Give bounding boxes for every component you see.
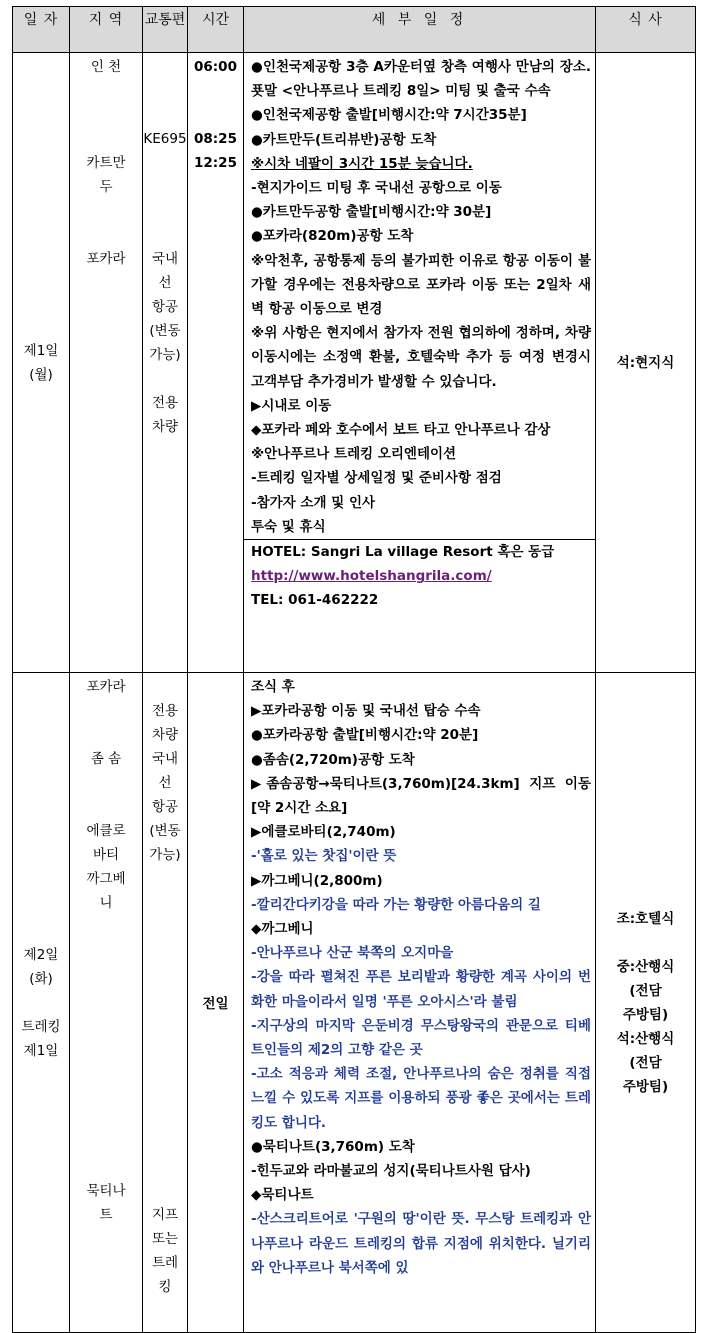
day2-meals-line: 주방팀) bbox=[622, 1078, 669, 1095]
day1-transport-line bbox=[143, 223, 187, 247]
day2-detail-list-line: -'홀로 있는 찻집'이란 뜻 bbox=[251, 848, 397, 865]
day1-transport bbox=[143, 53, 188, 673]
day2-detail-list-line: -강을 따라 펼쳐진 푸른 보리밭과 황량한 계곡 사이의 번화한 마을이라서 일명 '푸른 오아시스'라 불림 bbox=[251, 969, 591, 1010]
day1-detail-list-line: ※위 사항은 현지에서 참가자 전원 협의하에 정하며, 차량 이동시에는 소정액 환불, 호텔숙박 추가 등 여정 변경시 고객부담 추가경비가 발생할 수 있습니다. bbox=[251, 325, 591, 390]
day2-label-line bbox=[13, 991, 69, 1015]
day2-regions-line bbox=[70, 771, 142, 795]
day1-label bbox=[13, 53, 70, 673]
itinerary-table bbox=[12, 6, 696, 1333]
day2-regions-line: 좀 솜 bbox=[90, 751, 122, 767]
day2-meals-line: (전담 bbox=[629, 982, 662, 999]
day2-label-line: 제2일 bbox=[23, 946, 59, 963]
day2-transport-line: 차량 bbox=[151, 727, 179, 743]
day1-detail-list-line: ◆포카라 페와 호수에서 보트 타고 안나푸르나 감상 bbox=[251, 422, 551, 439]
day1-transport-line: 선 bbox=[158, 275, 172, 291]
day2-detail-list-line: 조식 후 bbox=[251, 679, 295, 695]
day1-regions-line bbox=[70, 103, 142, 127]
day1-transport-line: (변동 bbox=[149, 323, 181, 339]
day1-meal: 석:현지식 bbox=[596, 53, 696, 673]
day1-transport-line: 차량 bbox=[151, 419, 179, 435]
day1-transport-line: 가능) bbox=[149, 347, 181, 363]
day1-label-line: 제1일 bbox=[23, 342, 59, 359]
day1-details bbox=[244, 53, 596, 673]
day1-detail-list-line: ▶시내로 이동 bbox=[251, 397, 332, 414]
day2-detail-list-line: ◆묵티나트 bbox=[251, 1187, 314, 1204]
day1-times-line: 12:25 bbox=[194, 155, 237, 171]
day2-detail-list-line: ▶포카라공항 이동 및 국내선 탑승 수속 bbox=[251, 703, 481, 720]
day2-regions-line bbox=[70, 1011, 142, 1035]
day1-times-line bbox=[188, 103, 243, 127]
day2-detail-list bbox=[251, 675, 591, 1280]
day2-transport-line bbox=[143, 1131, 187, 1155]
day2-transport-line bbox=[143, 1011, 187, 1035]
day2-regions-line bbox=[70, 723, 142, 747]
day1-transport-line: 국내 bbox=[151, 251, 179, 267]
day2-transport-line bbox=[143, 867, 187, 891]
day2-transport-line: 트레 bbox=[151, 1255, 179, 1271]
day2-regions-line bbox=[70, 1083, 142, 1107]
day1-detail-list-line: ●포카라(820m)공항 도착 bbox=[251, 228, 414, 245]
day1-regions-line: 포카라 bbox=[86, 251, 126, 267]
day2-regions-line bbox=[70, 1035, 142, 1059]
day2-transport-line: 국내 bbox=[151, 751, 179, 767]
day2-transport-line bbox=[143, 1059, 187, 1083]
day2-detail-list-line: ▶좀솜공항→묵티나트(3,760m)[24.3km] 지프 이동[약 2시간 소요] bbox=[251, 775, 591, 817]
day2-regions-line: 니 bbox=[99, 895, 113, 911]
day1-regions-line: 카트만 bbox=[86, 155, 126, 171]
day2-transport-line: 선 bbox=[158, 775, 172, 791]
day2-time-value: 전일 bbox=[202, 995, 229, 1012]
header-time: 시간 bbox=[188, 7, 244, 53]
day2-meals-line: 석:산행식 bbox=[616, 1030, 675, 1047]
day2-meals-line: (전담 bbox=[629, 1054, 662, 1071]
day1-detail-list-line: 투숙 및 휴식 bbox=[251, 518, 326, 535]
day2-detail-list-line: ●포카라공항 출발[비행시간:약 20분] bbox=[251, 727, 479, 744]
day1-detail-list-line: -현지가이드 미팅 후 국내선 공항으로 이동 bbox=[251, 180, 502, 197]
day2-regions-line: 바티 bbox=[92, 847, 120, 863]
day1-transport-line bbox=[143, 55, 187, 79]
day2-transport-line: 가능) bbox=[149, 847, 181, 863]
day2-regions-line bbox=[70, 987, 142, 1011]
day2-transport-line bbox=[143, 891, 187, 915]
day2-regions-line bbox=[70, 1131, 142, 1155]
day1-transport-line: 전용 bbox=[151, 395, 179, 411]
day2-regions-line bbox=[70, 795, 142, 819]
day1-transport-line: 항공 bbox=[151, 299, 179, 315]
hotel-name: HOTEL: Sangri La village Resort 혹은 동급 bbox=[251, 544, 555, 561]
day1-regions-line bbox=[70, 127, 142, 151]
day1-times-line: 08:25 bbox=[194, 131, 237, 147]
day2-transport-line bbox=[143, 1107, 187, 1131]
day2-regions-line bbox=[70, 939, 142, 963]
day1-detail-list-line: ※악천후, 공항통제 등의 불가피한 이유로 항공 이동이 불가할 경우에는 전용차량으로 포카라 이동 또는 2일차 새벽 항공 이동으로 변경 bbox=[251, 252, 591, 318]
day1-detail-list-line: ●인천국제공항 출발[비행시간:약 7시간35분] bbox=[251, 107, 527, 124]
day2-regions-line bbox=[70, 1107, 142, 1131]
day2-transport-line bbox=[143, 675, 187, 699]
hotel-link[interactable]: http://www.hotelshangrila.com/ bbox=[251, 568, 492, 585]
day2-row bbox=[13, 673, 696, 1333]
day2-meals-line: 주방팀) bbox=[622, 1006, 669, 1023]
day1-regions-line bbox=[70, 79, 142, 103]
day2-label-line: 트레킹 bbox=[21, 1018, 61, 1035]
day2-regions-line bbox=[70, 1059, 142, 1083]
header-row bbox=[13, 7, 696, 53]
day2-transport-line: 전용 bbox=[151, 703, 179, 719]
day1-times-line bbox=[188, 79, 243, 103]
day2-detail-list-line: ●좀솜(2,720m)공항 도착 bbox=[251, 751, 415, 768]
day2-transport-line: 또는 bbox=[151, 1231, 179, 1247]
day1-transport-line bbox=[143, 367, 187, 391]
day1-detail-list-line: ●인천국제공항 3층 A카운터옆 창측 여행사 만남의 장소. 푯말 <안나푸르나 트레킹 8일> 미팅 및 출국 수속 bbox=[251, 59, 591, 100]
day2-label-line: (화) bbox=[29, 970, 53, 987]
day2-regions bbox=[70, 673, 143, 1333]
header-meal: 식 사 bbox=[596, 7, 696, 53]
day1-times bbox=[188, 53, 244, 673]
day1-detail-list-line: ※안나푸르나 트레킹 오리엔테이션 bbox=[251, 446, 457, 463]
day1-regions-line: 두 bbox=[99, 179, 113, 195]
day2-regions-line bbox=[70, 915, 142, 939]
day2-transport-line: (변동 bbox=[149, 823, 181, 839]
day1-detail-list-line: ●카트만두공항 출발[비행시간:약 30분] bbox=[251, 204, 492, 221]
day2-regions-line: 포카라 bbox=[86, 679, 126, 695]
hotel-tel: TEL: 061-462222 bbox=[251, 592, 379, 609]
day2-detail-list-line: ◆까그베니 bbox=[251, 921, 314, 938]
day2-detail-list-line: ●묵티나트(3,760m) 도착 bbox=[251, 1138, 415, 1155]
day1-detail-list bbox=[251, 55, 591, 539]
day2-transport-line: 킹 bbox=[158, 1279, 172, 1295]
day1-transport-line bbox=[143, 199, 187, 223]
day2-regions-line: 트 bbox=[99, 1207, 113, 1223]
header-day: 일 자 bbox=[13, 7, 70, 53]
day2-detail-list-line: -지구상의 마지막 은둔비경 무스탕왕국의 관문으로 티베트인들의 제2의 고향 같은 곳 bbox=[251, 1017, 591, 1059]
day2-detail-list-line: ▶까그베니(2,800m) bbox=[251, 872, 383, 889]
day1-transport-line bbox=[143, 175, 187, 199]
day1-row bbox=[13, 53, 696, 673]
day1-transport-line bbox=[143, 103, 187, 127]
day1-transport-line: KE695 bbox=[143, 131, 187, 147]
day2-transport-line: 지프 bbox=[151, 1207, 179, 1223]
day1-detail-list-line: ●카트만두(트리뷰반)공항 도착 bbox=[251, 131, 437, 148]
day2-transport-line bbox=[143, 939, 187, 963]
day2-transport-line bbox=[143, 1083, 187, 1107]
day1-detail-list-line: -트레킹 일자별 상세일정 및 준비사항 점검 bbox=[251, 470, 502, 487]
header-transport: 교통편 bbox=[143, 7, 188, 53]
day2-transport-line bbox=[143, 1179, 187, 1203]
day1-label-line: (월) bbox=[29, 366, 53, 383]
day2-detail-list-line: -안나푸르나 산군 북쪽의 오지마을 bbox=[251, 945, 454, 962]
day1-regions bbox=[70, 53, 143, 673]
day1-detail-list-line: -참가자 소개 및 인사 bbox=[251, 494, 376, 511]
day2-regions-line: 까그베 bbox=[86, 871, 126, 887]
day1-regions-line bbox=[70, 223, 142, 247]
day2-detail-list-line: -고소 적응과 체력 조절, 안나푸르나의 숨은 정취를 직접 느낄 수 있도록 지프를 이용하되 풍광 좋은 곳에서는 트레킹도 합니다. bbox=[251, 1066, 591, 1131]
day2-meals-line: 중:산행식 bbox=[616, 958, 675, 975]
hotel-block bbox=[244, 539, 595, 613]
day2-meals-line bbox=[596, 931, 695, 955]
day2-transport-line bbox=[143, 1155, 187, 1179]
day1-transport-line bbox=[143, 151, 187, 175]
day2-meals-line: 조:호텔식 bbox=[616, 910, 675, 927]
day2-regions-line bbox=[70, 1155, 142, 1179]
day2-transport-line bbox=[143, 1035, 187, 1059]
day2-transport bbox=[143, 673, 188, 1333]
day2-regions-line: 묵티나 bbox=[86, 1183, 126, 1199]
day2-transport-line: 항공 bbox=[151, 799, 179, 815]
header-region: 지 역 bbox=[70, 7, 143, 53]
header-detail: 세 부 일 정 bbox=[244, 7, 596, 53]
day2-transport-line bbox=[143, 987, 187, 1011]
day2-regions-line bbox=[70, 963, 142, 987]
day2-detail-list-line: -힌두교와 라마불교의 성지(묵티나트사원 답사) bbox=[251, 1163, 531, 1180]
day1-regions-line bbox=[70, 199, 142, 223]
day2-detail-list-line: -산스크리트어로 '구원의 땅'이란 뜻. 무스탕 트레킹과 안나푸르나 라운드 트레킹의 합류 지점에 위치한다. 닐기리와 안나푸르나 북서쪽에 있 bbox=[251, 1211, 591, 1276]
day2-detail-list-line: ▶에클로바티(2,740m) bbox=[251, 824, 396, 841]
day2-meals bbox=[596, 673, 696, 1333]
day2-details bbox=[244, 673, 596, 1333]
day2-regions-line: 에클로 bbox=[86, 823, 126, 839]
day2-label bbox=[13, 673, 70, 1333]
day2-regions-line bbox=[70, 699, 142, 723]
day1-regions-line: 인 천 bbox=[90, 59, 122, 75]
day1-detail-list-line: ※시차 네팔이 3시간 15분 늦습니다. bbox=[251, 155, 473, 172]
day2-detail-list-line: -깔리간다키강을 따라 가는 황량한 아름다움의 길 bbox=[251, 896, 541, 913]
day1-transport-line bbox=[143, 79, 187, 103]
day1-times-line: 06:00 bbox=[194, 59, 237, 75]
day2-transport-line bbox=[143, 963, 187, 987]
day2-label-line: 제1일 bbox=[23, 1042, 59, 1059]
day2-transport-line bbox=[143, 915, 187, 939]
day2-time bbox=[188, 673, 244, 1333]
